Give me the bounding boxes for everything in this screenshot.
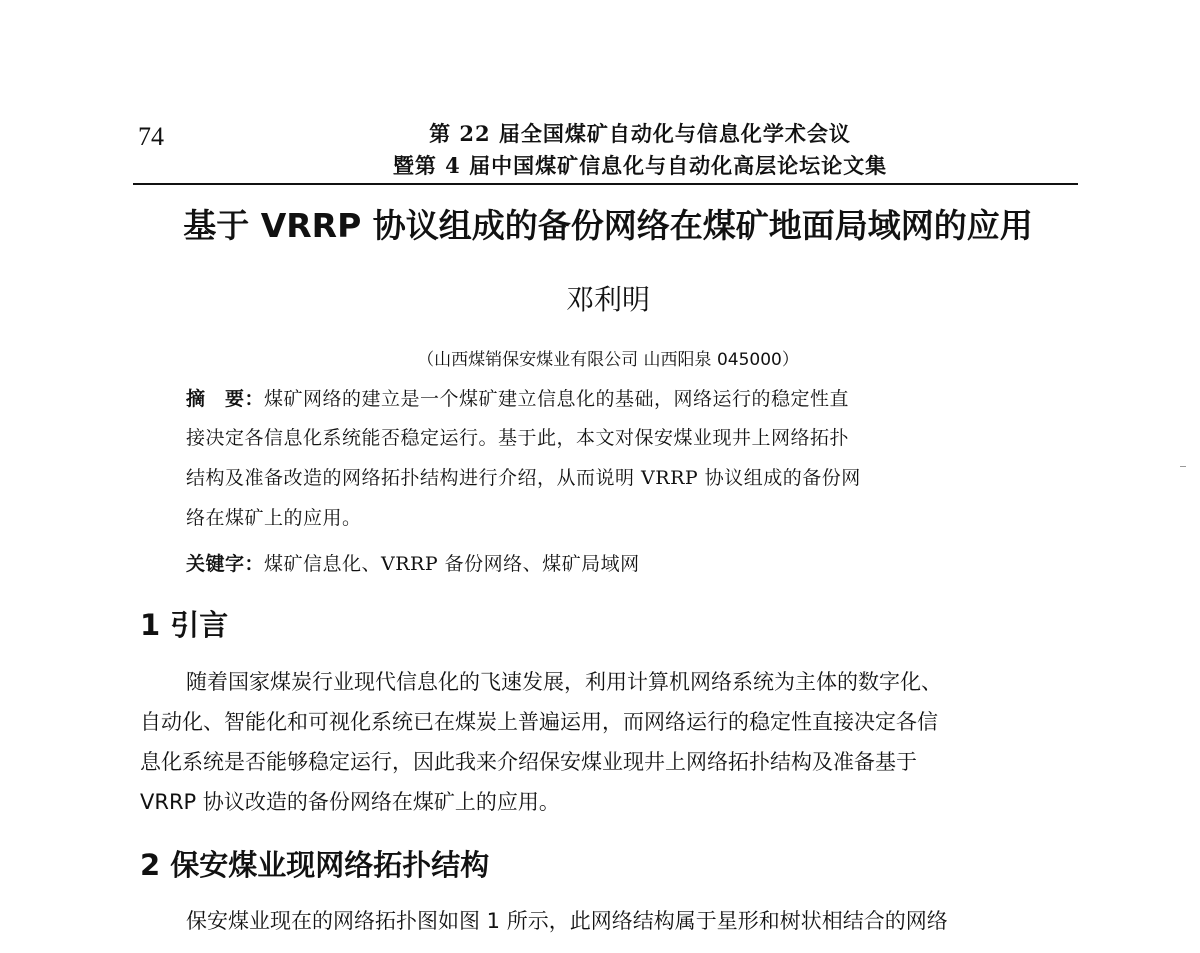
body-line: VRRP 协议改造的备份网络在煤矿上的应用。 — [140, 790, 560, 814]
abstract-line: 接决定各信息化系统能否稳定运行。基于此，本文对保安煤业现井上网络拓扑 — [186, 427, 850, 449]
section-heading: 2 保安煤业现网络拓扑结构 — [140, 848, 490, 882]
body-line: 息化系统是否能够稳定运行，因此我来介绍保安煤业现井上网络拓扑结构及准备基于 — [140, 750, 917, 774]
scan-mark — [1180, 466, 1186, 467]
body-line: 随着国家煤炭行业现代信息化的飞速发展，利用计算机网络系统为主体的数字化、 — [186, 670, 942, 694]
section-heading: 1 引言 — [140, 608, 229, 642]
abstract-line — [186, 384, 849, 411]
keywords-text: 煤矿信息化、VRRP 备份网络、煤矿局域网 — [264, 553, 640, 575]
keywords-label: 关键字： — [186, 553, 265, 575]
abstract-line: 结构及准备改造的网络拓扑结构进行介绍，从而说明 VRRP 协议组成的备份网 — [186, 467, 861, 489]
conference-title-line-2: 暨第 4 届中国煤矿信息化与自动化高层论坛论文集 — [392, 153, 888, 178]
body-line: 自动化、智能化和可视化系统已在煤炭上普遍运用，而网络运行的稳定性直接决定各信 — [140, 710, 938, 734]
author-affiliation: （山西煤销保安煤业有限公司 山西阳泉 045000） — [417, 350, 799, 370]
author-name: 邓利明 — [565, 283, 650, 316]
paper-title: 基于 VRRP 协议组成的备份网络在煤矿地面局域网的应用 — [183, 206, 1033, 245]
header-rule — [133, 183, 1078, 185]
abstract-label: 摘 要： — [186, 388, 265, 410]
abstract-text: 煤矿网络的建立是一个煤矿建立信息化的基础，网络运行的稳定性直 — [264, 388, 850, 410]
page-number: 74 — [138, 122, 164, 151]
body-line: 保安煤业现在的网络拓扑图如图 1 所示，此网络结构属于星形和树状相结合的网络 — [186, 909, 948, 933]
conference-title-line-1: 第 22 届全国煤矿自动化与信息化学术会议 — [429, 121, 851, 146]
keywords-line — [186, 549, 640, 576]
abstract-line: 络在煤矿上的应用。 — [186, 507, 362, 529]
